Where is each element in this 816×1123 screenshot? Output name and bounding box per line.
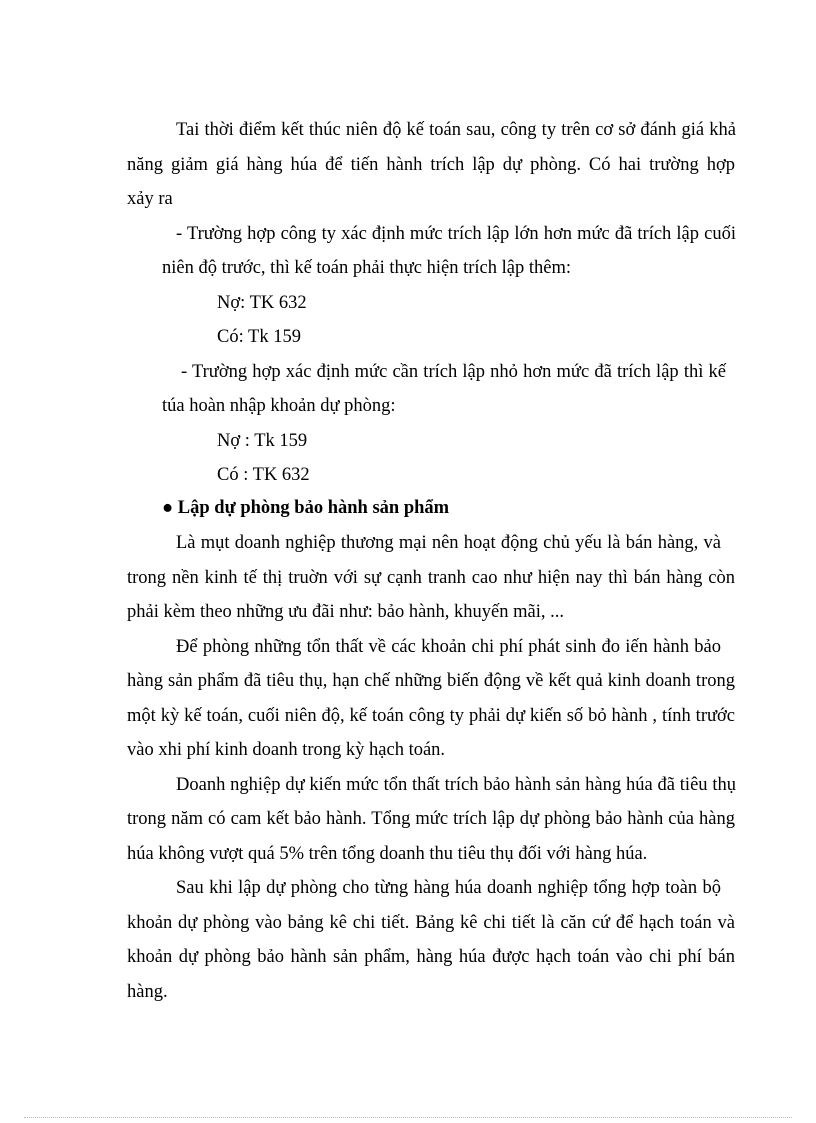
- text-line: hàng sản phẩm đã tiêu thụ, hạn chế những biến động về kết quả kinh doanh trong: [127, 671, 735, 691]
- text-line: khoản dự phòng bảo hành sản phẩm, hàng húa được hạch toán vào chi phí bán: [127, 947, 735, 967]
- text-line: Nợ: TK 632: [217, 293, 307, 313]
- text-line: Có : TK 632: [217, 465, 310, 485]
- text-line: - Trường hợp xác định mức cần trích lập nhỏ hơn mức đã trích lập thì kế: [181, 362, 726, 382]
- text-line: Sau khi lập dự phòng cho từng hàng húa doanh nghiệp tổng hợp toàn bộ: [176, 878, 721, 898]
- text-line: vào xhi phí kinh doanh trong kỳ hạch toán.: [127, 740, 446, 760]
- text-line: niên độ trước, thì kế toán phải thực hiện trích lập thêm:: [162, 258, 571, 278]
- text-line: Có: Tk 159: [217, 327, 301, 347]
- text-line: húa không vượt quá 5% trên tổng doanh thu tiêu thụ đối với hàng húa.: [127, 844, 648, 864]
- page-bottom-divider: [24, 1117, 792, 1118]
- text-line: năng giảm giá hàng húa để tiến hành trích lập dự phòng. Có hai trường hợp: [127, 155, 735, 175]
- text-line: trong năm có cam kết bảo hành. Tổng mức trích lập dự phòng bảo hành của hàng: [127, 809, 735, 829]
- text-line: - Trường hợp công ty xác định mức trích lập lớn hơn mức đã trích lập cuối: [176, 224, 736, 244]
- text-line: khoản dự phòng vào bảng kê chi tiết. Bảng kê chi tiết là căn cứ để hạch toán và: [127, 913, 735, 933]
- text-line: Tai thời điểm kết thúc niên độ kế toán sau, công ty trên cơ sở đánh giá khả: [176, 120, 736, 140]
- text-line: Là mụt doanh nghiệp thương mại nên hoạt động chủ yếu là bán hàng, và: [176, 533, 721, 553]
- text-line: Để phòng những tổn thất về các khoản chi phí phát sinh đo iến hành bảo: [176, 637, 721, 657]
- text-line: một kỳ kế toán, cuối niên độ, kế toán công ty phải dự kiến số bỏ hành , tính trước: [127, 706, 735, 726]
- text-line: Doanh nghiệp dự kiến mức tổn thất trích bảo hành sản hàng húa đã tiêu thụ: [176, 775, 736, 795]
- text-line: Nợ : Tk 159: [217, 431, 308, 451]
- text-line: phải kèm theo những ưu đãi như: bảo hành, khuyến mãi, ...: [127, 602, 564, 622]
- text-line: xảy ra: [127, 189, 173, 209]
- text-line: túa hoàn nhập khoản dự phòng:: [162, 396, 396, 416]
- text-line: hàng.: [127, 982, 168, 1002]
- text-line: trong nền kinh tế thị truờn với sự cạnh tranh cao như hiện nay thì bán hàng còn: [127, 568, 735, 588]
- section-heading: ● Lập dự phòng bảo hành sản phẩm: [162, 498, 450, 518]
